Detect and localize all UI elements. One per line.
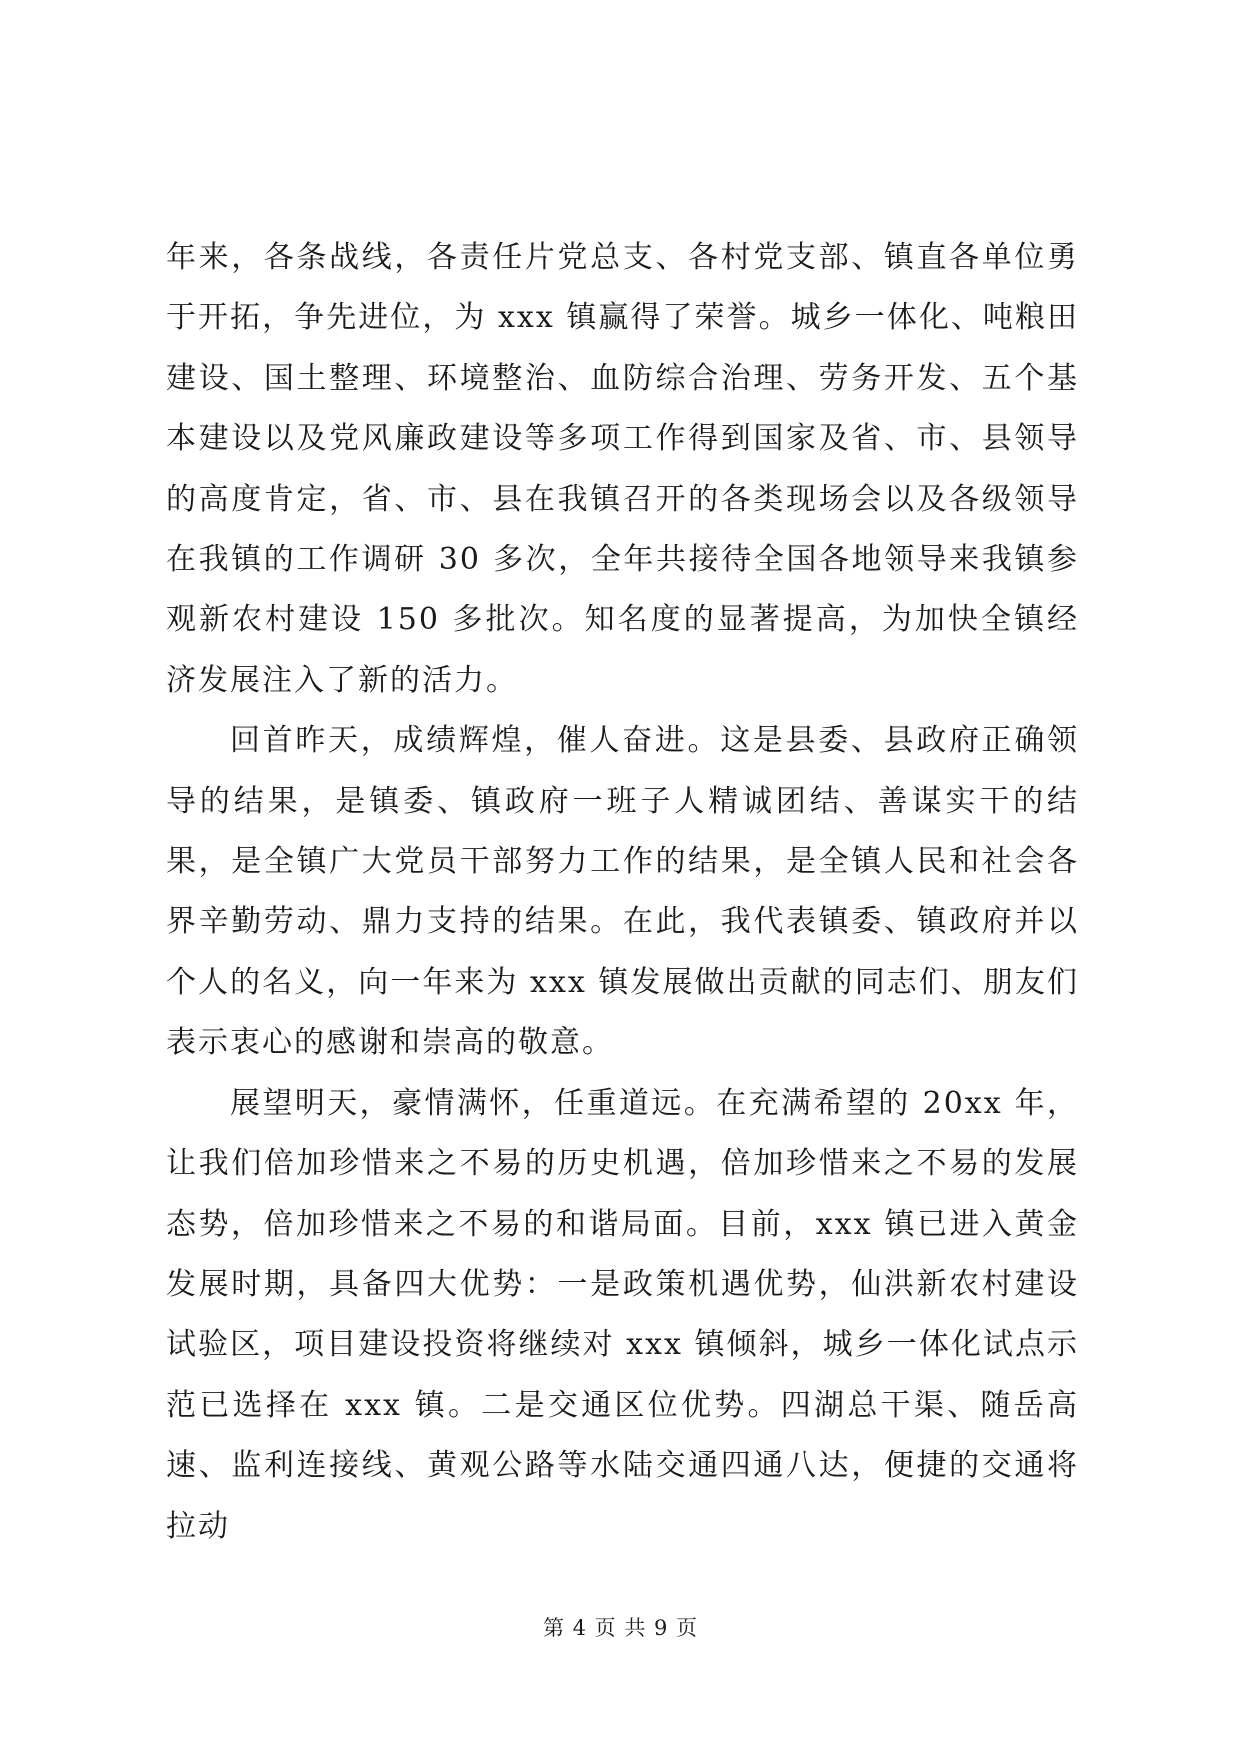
paragraph-1: 年来，各条战线，各责任片党总支、各村党支部、镇直各单位勇于开拓，争先进位，为 xxx 镇赢得了荣誉。城乡一体化、吨粮田建设、国土整理、环境整治、血防综合治理、劳务开发、五个基本建设以及党风廉政建设等多项工作得到国家及省、市、县领导的高度肯定，省、市、县在我镇召开的各类现场会以及各级领导在我镇的工作调研 30 多次，全年共接待全国各地领导来我镇参观新农村建设 150 多批次。知名度的显著提高，为加快全镇经济发展注入了新的活力。 — [166, 240, 1079, 698]
paragraph-3: 展望明天，豪情满怀，任重道远。在充满希望的 20xx 年，让我们倍加珍惜来之不易的历史机遇，倍加珍惜来之不易的发展态势，倍加珍惜来之不易的和谐局面。目前，xxx 镇已进入黄金发展时期，具备四大优势：一是政策机遇优势，仙洪新农村建设试验区，项目建设投资将继续对 xxx 镇倾斜，城乡一体化试点示范已选择在 xxx 镇。二是交通区位优势。四湖总干渠、随岳高速、监利连接线、黄观公路等水陆交通四通八达，便捷的交通将拉动 — [166, 1085, 1079, 1544]
page-footer: 第 4 页 共 9 页 — [542, 1616, 699, 1640]
paragraph-2: 回首昨天，成绩辉煌，催人奋进。这是县委、县政府正确领导的结果，是镇委、镇政府一班子人精诚团结、善谋实干的结果，是全镇广大党员干部努力工作的结果，是全镇人民和社会各界辛勤劳动、鼎力支持的结果。在此，我代表镇委、镇政府并以个人的名义，向一年来为 xxx 镇发展做出贡献的同志们、朋友们表示衷心的感谢和崇高的敬意。 — [166, 723, 1079, 1061]
document-body — [166, 228, 1079, 1557]
